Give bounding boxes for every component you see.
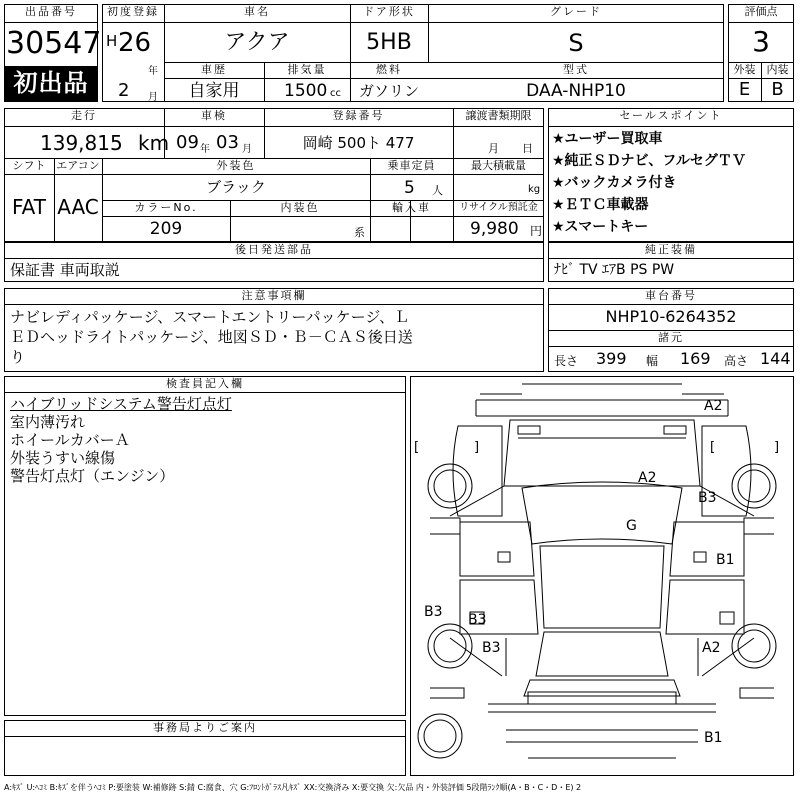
damage-label: B3 xyxy=(482,640,501,656)
lot-number: 30547 xyxy=(6,26,102,61)
damage-label: B1 xyxy=(704,730,723,746)
sales-point-item: ★バックカメラ付き xyxy=(552,175,677,191)
inspector-line: ハイブリッドシステム警告灯点灯 xyxy=(10,395,232,413)
history-value: 自家用 xyxy=(188,81,240,101)
registration-year-unit: 年 xyxy=(148,66,158,77)
grade-label: グレード xyxy=(550,5,602,18)
door-type-label: ドア形状 xyxy=(363,5,415,18)
recycle-unit: 円 xyxy=(530,224,543,238)
sales-point-item: ★ＥＴＣ車載器 xyxy=(552,197,649,213)
inspector-line: 警告灯点灯（エンジン） xyxy=(10,467,175,485)
notes-line: ナビレディパッケージ、スマートエントリーパッケージ、Ｌ xyxy=(10,308,410,326)
notes-line: り xyxy=(10,348,26,366)
transfer-doc-label: 譲渡書類期限 xyxy=(465,109,532,122)
genuine-equipment-label: 純正装備 xyxy=(645,243,697,256)
legend-text: A:ｷｽﾞ U:ﾍｺﾐ B:ｷｽﾞを伴うﾍｺﾐ P:要塗装 W:補修跡 S:錆 C:腐食、穴 G:ﾌﾛﾝﾄｶﾞﾗｽ凡ｷｽﾞ XX:交換済み X:要交換 欠:欠品 内・外装評価 5段階ﾗﾝｸ順(A・B・C・D・E) 2 xyxy=(4,783,582,792)
inspection-label: 車検 xyxy=(201,109,227,122)
specs-label: 諸元 xyxy=(658,331,684,344)
fuel-label: 燃料 xyxy=(376,63,402,76)
score-value: 3 xyxy=(752,25,770,58)
damage-label: A2 xyxy=(704,398,723,414)
capacity-label: 乗車定員 xyxy=(387,159,436,172)
mileage-label: 走行 xyxy=(71,109,97,122)
inspector-label: 検査員記入欄 xyxy=(166,377,244,390)
max-load-unit: kg xyxy=(528,184,541,195)
notes-label: 注意事項欄 xyxy=(241,289,307,302)
damage-label: B1 xyxy=(716,552,735,568)
later-parts-label: 後日発送部品 xyxy=(235,243,313,256)
sales-points-label: セールスポイント xyxy=(619,109,723,122)
interior-label: 内装 xyxy=(766,63,789,76)
first-listing-label: 初出品 xyxy=(13,69,89,97)
inspection-year-unit: 年 xyxy=(200,144,210,155)
exterior-grade: E xyxy=(738,79,751,100)
damage-label: B3 xyxy=(698,490,717,506)
aircon-value: AAC xyxy=(57,195,99,219)
color-no-label: カラーNo. xyxy=(134,201,198,214)
lot-label: 出品番号 xyxy=(25,5,77,18)
registration-label: 初度登録 xyxy=(107,5,159,18)
damage-label: A2 xyxy=(638,470,657,486)
door-type-value: 5HB xyxy=(366,30,412,55)
registration-era: H xyxy=(106,32,118,50)
interior-color-label: 内装色 xyxy=(280,201,320,214)
sales-point-item: ★純正ＳＤナビ、フルセグＴＶ xyxy=(552,153,746,169)
displacement-value: 1500 xyxy=(284,81,328,101)
displacement-unit: cc xyxy=(330,88,341,99)
damage-label: A2 xyxy=(702,640,721,656)
mileage-value: 139,815 xyxy=(40,131,123,155)
height-label: 高さ xyxy=(724,354,749,368)
model-code-label: 型式 xyxy=(563,63,589,76)
inspection-year: 09 xyxy=(176,132,199,153)
inspector-line: 室内薄汚れ xyxy=(10,413,86,431)
registration-month-unit: 月 xyxy=(148,92,158,103)
transfer-doc-day-unit: 日 xyxy=(522,142,533,155)
displacement-label: 排気量 xyxy=(287,63,327,76)
bracket-left: [ xyxy=(710,440,716,455)
length-value: 399 xyxy=(596,349,627,368)
history-label: 車歴 xyxy=(201,63,227,76)
inspector-line: 外装うすい線傷 xyxy=(10,449,116,467)
inspection-month: 03 xyxy=(216,132,239,153)
inspection-month-unit: 月 xyxy=(242,144,252,155)
damage-label: B3 xyxy=(468,612,487,628)
score-label: 評価点 xyxy=(744,5,778,18)
plate-label: 登録番号 xyxy=(332,109,385,122)
capacity-unit: 人 xyxy=(432,184,443,197)
mileage-unit: km xyxy=(138,131,170,155)
sales-point-item: ★スマートキー xyxy=(552,219,649,235)
damage-label: G xyxy=(626,518,637,534)
bracket-right: ] xyxy=(774,440,780,455)
width-label: 幅 xyxy=(646,354,659,368)
capacity-value: 5 xyxy=(404,178,415,198)
color-label: 外装色 xyxy=(216,159,256,172)
grade-value: S xyxy=(568,29,584,57)
length-label: 長さ xyxy=(554,354,579,368)
notes-line: ＥＤヘッドライトパッケージ、地図ＳＤ・Ｂ－ＣＡＳ後日送 xyxy=(10,328,413,346)
exterior-label: 外装 xyxy=(733,63,756,76)
max-load-label: 最大積載量 xyxy=(471,159,526,172)
recycle-value: 9,980 xyxy=(470,219,519,239)
import-car-label: 輸入車 xyxy=(392,201,431,214)
car-diagram xyxy=(410,376,794,776)
chassis-value: NHP10-6264352 xyxy=(605,307,737,326)
inspector-line: ホイールカバーＡ xyxy=(10,431,130,449)
interior-grade: B xyxy=(771,79,784,100)
chassis-label: 車台番号 xyxy=(645,289,697,302)
sales-point-item: ★ユーザー買取車 xyxy=(552,131,663,147)
transfer-doc-month-unit: 月 xyxy=(488,142,499,155)
interior-color-unit: 系 xyxy=(354,226,365,239)
model-code-value: DAA-NHP10 xyxy=(526,81,626,101)
bracket-left: [ xyxy=(414,440,420,455)
aircon-label: エアコン xyxy=(56,159,100,172)
damage-label: B3 xyxy=(424,604,443,620)
genuine-equipment-value: ﾅﾋﾞ TV ｴｱB PS PW xyxy=(554,262,675,278)
office-label: 事務局よりご案内 xyxy=(153,721,257,734)
registration-month: 2 xyxy=(118,80,130,101)
color-value: ブラック xyxy=(206,178,266,196)
car-name-value: アクア xyxy=(224,30,290,55)
bracket-right: ] xyxy=(474,440,480,455)
recycle-label: リサイクル預託金 xyxy=(459,202,538,213)
plate-value: 岡崎 500ト 477 xyxy=(302,134,415,152)
fuel-value: ガソリン xyxy=(358,82,419,100)
height-value: 144 xyxy=(760,349,791,368)
registration-year: 26 xyxy=(118,28,152,58)
car-name-label: 車名 xyxy=(244,5,270,18)
shift-value: FAT xyxy=(11,195,46,219)
width-value: 169 xyxy=(680,349,711,368)
later-parts-value: 保証書 車両取説 xyxy=(10,261,120,279)
shift-label: シフト xyxy=(12,159,46,172)
color-no-value: 209 xyxy=(149,219,183,239)
